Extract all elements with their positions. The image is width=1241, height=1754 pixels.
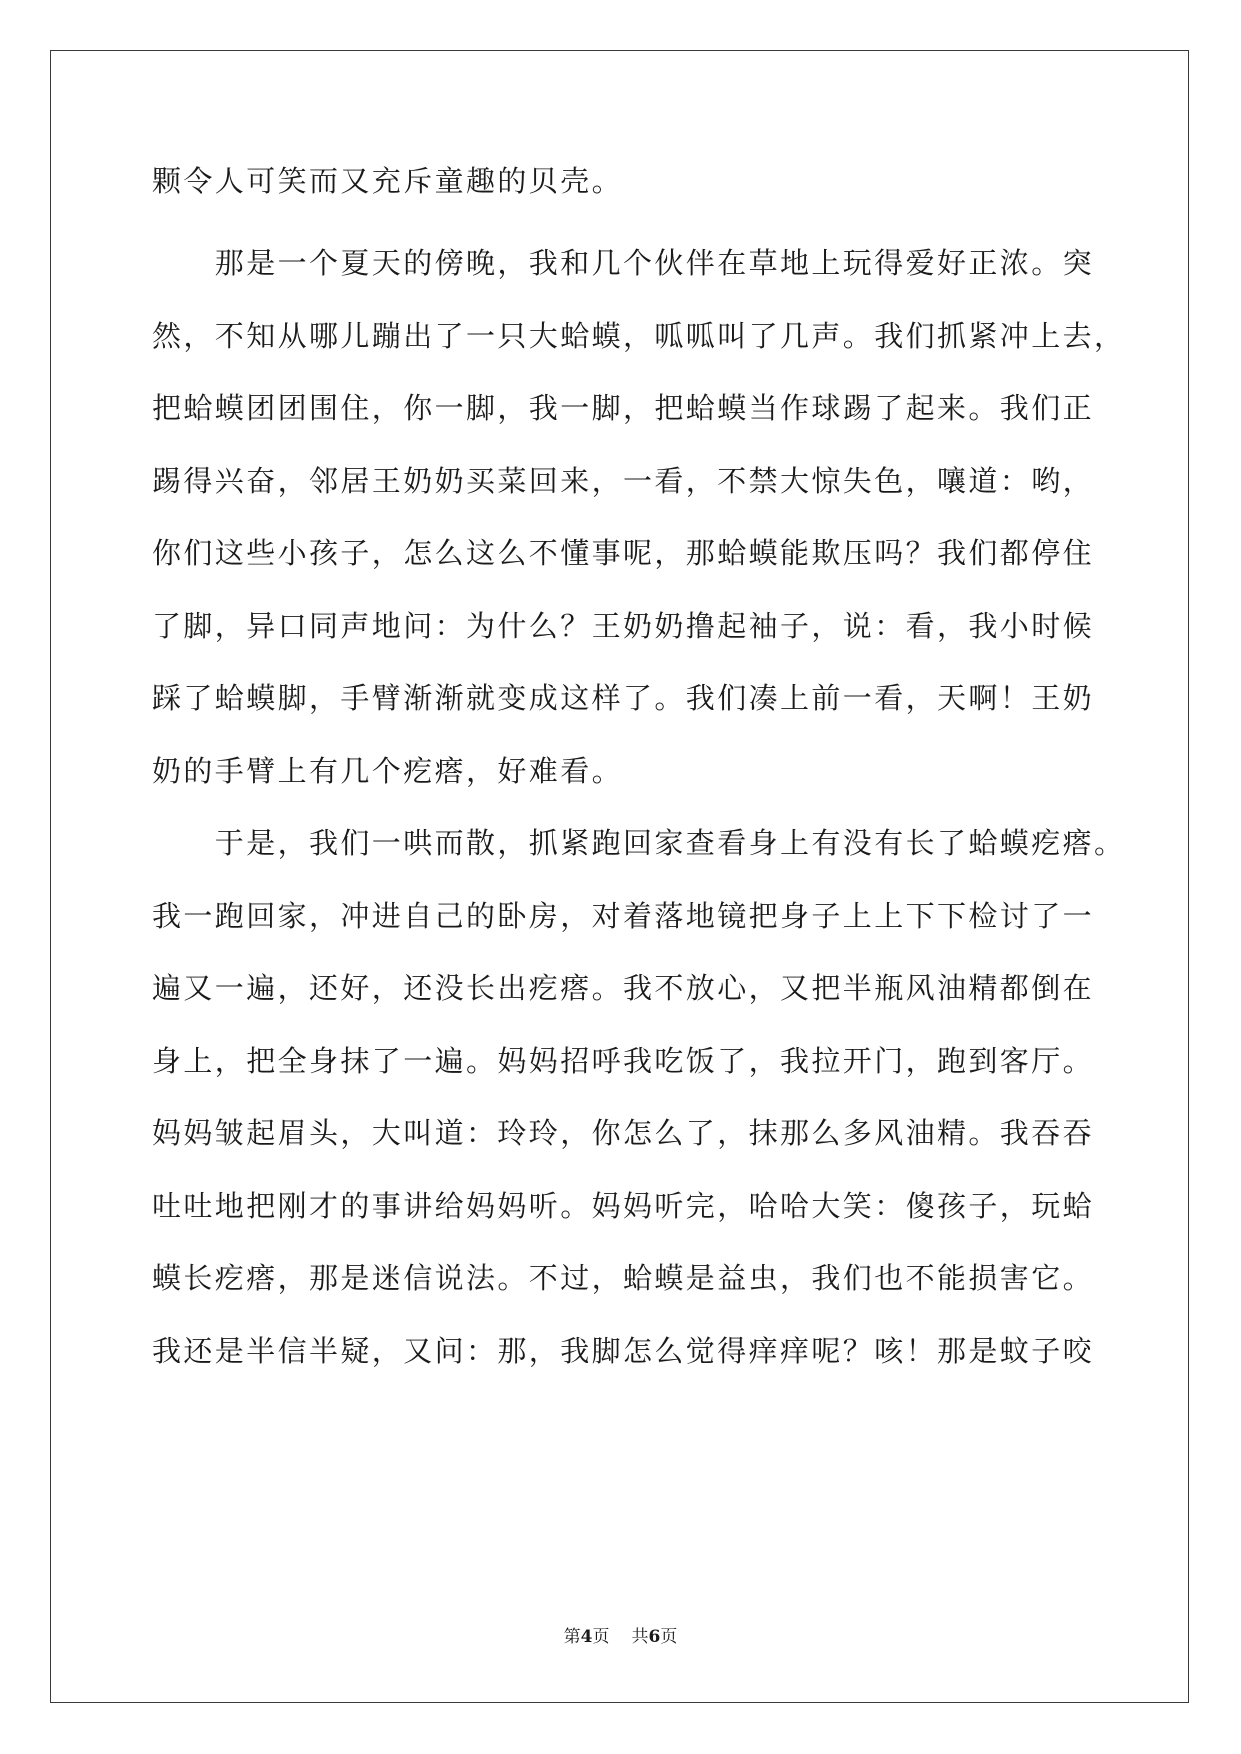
paragraph-line: 奶的手臂上有几个疙瘩，好难看。 xyxy=(152,754,624,788)
page-border xyxy=(50,50,1189,1703)
footer-total-prefix: 共 xyxy=(631,1627,649,1647)
paragraph-line: 妈妈皱起眉头，大叫道：玲玲，你怎么了，抹那么多风油精。我吞吞 xyxy=(152,1116,1095,1150)
page-footer xyxy=(0,1625,1241,1649)
footer-page-current: 4 xyxy=(580,1627,593,1647)
paragraph-line: 我一跑回家，冲进自己的卧房，对着落地镜把身子上上下下检讨了一 xyxy=(152,899,1095,933)
paragraph-line: 你们这些小孩子，怎么这么不懂事呢，那蛤蟆能欺压吗？我们都停住 xyxy=(152,536,1095,570)
paragraph-line: 踢得兴奋，邻居王奶奶买菜回来，一看，不禁大惊失色，嚷道：哟， xyxy=(152,464,1095,498)
paragraph-line: 吐吐地把刚才的事讲给妈妈听。妈妈听完，哈哈大笑：傻孩子，玩蛤 xyxy=(152,1189,1095,1223)
paragraph-line: 遍又一遍，还好，还没长出疙瘩。我不放心，又把半瓶风油精都倒在 xyxy=(152,971,1095,1005)
paragraph-line: 踩了蛤蟆脚，手臂渐渐就变成这样了。我们凑上前一看，天啊！王奶 xyxy=(152,681,1095,715)
paragraph-line: 我还是半信半疑，又问：那，我脚怎么觉得痒痒呢？咳！那是蚊子咬 xyxy=(152,1334,1095,1368)
paragraph-line: 了脚，异口同声地问：为什么？王奶奶撸起袖子，说：看，我小时候 xyxy=(152,609,1095,643)
paragraph-line: 身上，把全身抹了一遍。妈妈招呼我吃饭了，我拉开门，跑到客厅。 xyxy=(152,1044,1095,1078)
paragraph-line: 把蛤蟆团团围住，你一脚，我一脚，把蛤蟆当作球踢了起来。我们正 xyxy=(152,391,1095,425)
footer-page-total: 6 xyxy=(648,1627,661,1647)
footer-page-suffix: 页 xyxy=(592,1627,610,1647)
footer-total-suffix: 页 xyxy=(660,1627,678,1647)
paragraph-line: 那是一个夏天的傍晚，我和几个伙伴在草地上玩得爱好正浓。突 xyxy=(152,246,1095,280)
footer-page-prefix: 第 xyxy=(563,1627,581,1647)
paragraph-line: 蟆长疙瘩，那是迷信说法。不过，蛤蟆是益虫，我们也不能损害它。 xyxy=(152,1261,1095,1295)
text-line: 颗令人可笑而又充斥童趣的贝壳。 xyxy=(152,164,624,198)
paragraph-line: 然，不知从哪儿蹦出了一只大蛤蟆，呱呱叫了几声。我们抓紧冲上去， xyxy=(152,319,1126,353)
paragraph-line: 于是，我们一哄而散，抓紧跑回家查看身上有没有长了蛤蟆疙瘩。 xyxy=(152,826,1126,860)
